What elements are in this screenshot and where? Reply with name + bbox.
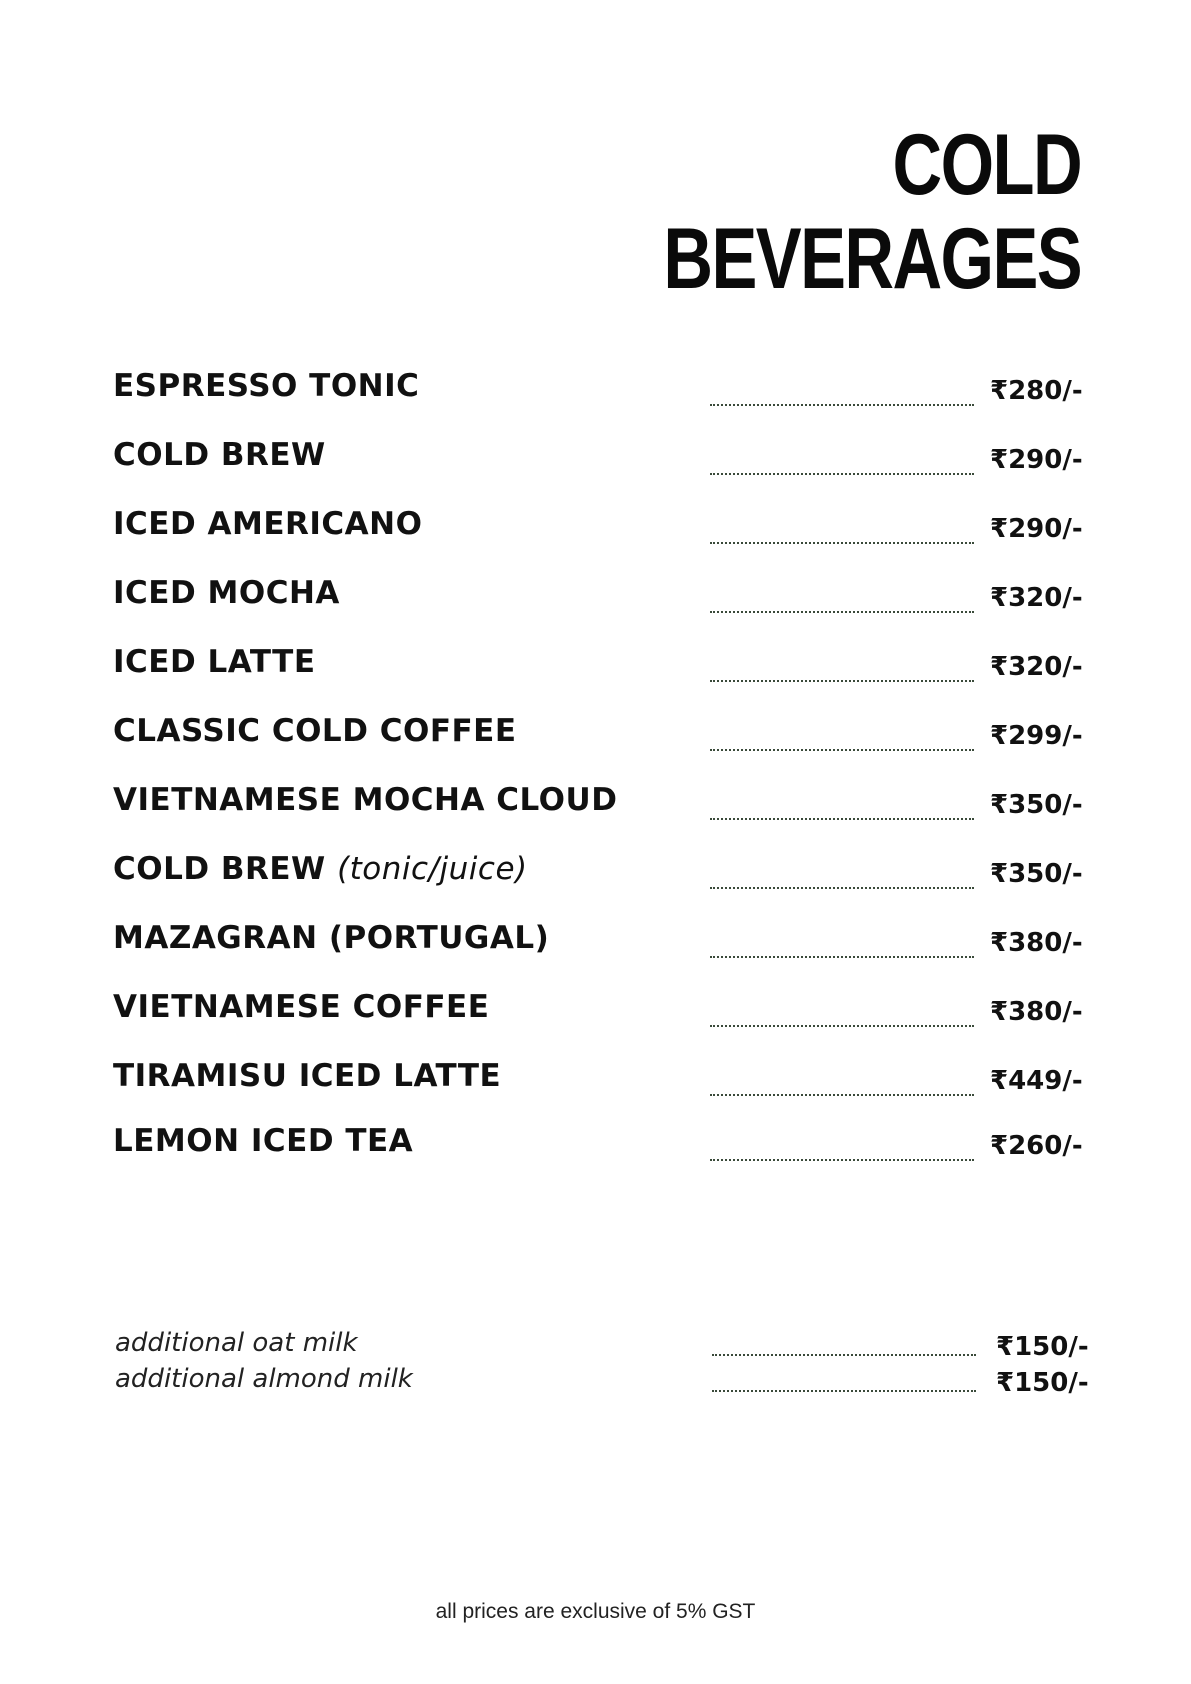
menu-item <box>0 1123 1191 1183</box>
item-name: MAZAGRAN (PORTUGAL) <box>113 920 550 956</box>
item-price: ₹350/- <box>990 790 1083 820</box>
addon-item <box>0 1328 1191 1364</box>
item-name: COLD BREW (tonic/juice) <box>113 851 528 887</box>
dotted-leader <box>712 1354 976 1356</box>
menu-title <box>663 118 1081 306</box>
dotted-leader <box>710 542 974 544</box>
addon-price: ₹150/- <box>996 1332 1089 1362</box>
dotted-leader <box>710 1094 974 1096</box>
dotted-leader <box>710 680 974 682</box>
dotted-leader <box>710 887 974 889</box>
item-price: ₹299/- <box>990 721 1083 751</box>
dotted-leader <box>710 1025 974 1027</box>
item-note: (tonic/juice) <box>337 851 528 887</box>
menu-title-line1: COLD <box>892 117 1081 213</box>
addon-item <box>0 1364 1191 1400</box>
menu-item <box>0 782 1191 842</box>
item-name: ICED LATTE <box>113 644 316 680</box>
item-price: ₹380/- <box>990 928 1083 958</box>
menu-item <box>0 989 1191 1049</box>
dotted-leader <box>710 818 974 820</box>
addon-name: additional almond milk <box>115 1364 413 1394</box>
menu-item <box>0 575 1191 635</box>
item-name: ICED MOCHA <box>113 575 340 611</box>
item-price: ₹280/- <box>990 376 1083 406</box>
menu-item <box>0 851 1191 911</box>
item-name: TIRAMISU ICED LATTE <box>113 1058 502 1094</box>
addon-price: ₹150/- <box>996 1368 1089 1398</box>
item-name: VIETNAMESE COFFEE <box>113 989 490 1025</box>
menu-item <box>0 1058 1191 1118</box>
menu-item <box>0 713 1191 773</box>
item-name: COLD BREW <box>113 437 326 473</box>
menu-title-line2: BEVERAGES <box>663 211 1081 307</box>
dotted-leader <box>710 473 974 475</box>
menu-item <box>0 368 1191 428</box>
addon-name: additional oat milk <box>115 1328 358 1358</box>
dotted-leader <box>710 749 974 751</box>
dotted-leader <box>710 956 974 958</box>
gst-note: all prices are exclusive of 5% GST <box>435 1600 756 1623</box>
menu-item <box>0 920 1191 980</box>
item-name: LEMON ICED TEA <box>113 1123 414 1159</box>
item-price: ₹380/- <box>990 997 1083 1027</box>
menu-item <box>0 437 1191 497</box>
item-name: ICED AMERICANO <box>113 506 423 542</box>
item-price: ₹449/- <box>990 1066 1083 1096</box>
dotted-leader <box>710 1159 974 1161</box>
menu-item <box>0 644 1191 704</box>
dotted-leader <box>712 1390 976 1392</box>
item-price: ₹350/- <box>990 859 1083 889</box>
item-name: CLASSIC COLD COFFEE <box>113 713 517 749</box>
dotted-leader <box>710 404 974 406</box>
dotted-leader <box>710 611 974 613</box>
item-price: ₹320/- <box>990 583 1083 613</box>
item-price: ₹260/- <box>990 1131 1083 1161</box>
item-price: ₹320/- <box>990 652 1083 682</box>
menu-item <box>0 506 1191 566</box>
item-price: ₹290/- <box>990 514 1083 544</box>
item-price: ₹290/- <box>990 445 1083 475</box>
item-name: ESPRESSO TONIC <box>113 368 420 404</box>
item-name: VIETNAMESE MOCHA CLOUD <box>113 782 618 818</box>
